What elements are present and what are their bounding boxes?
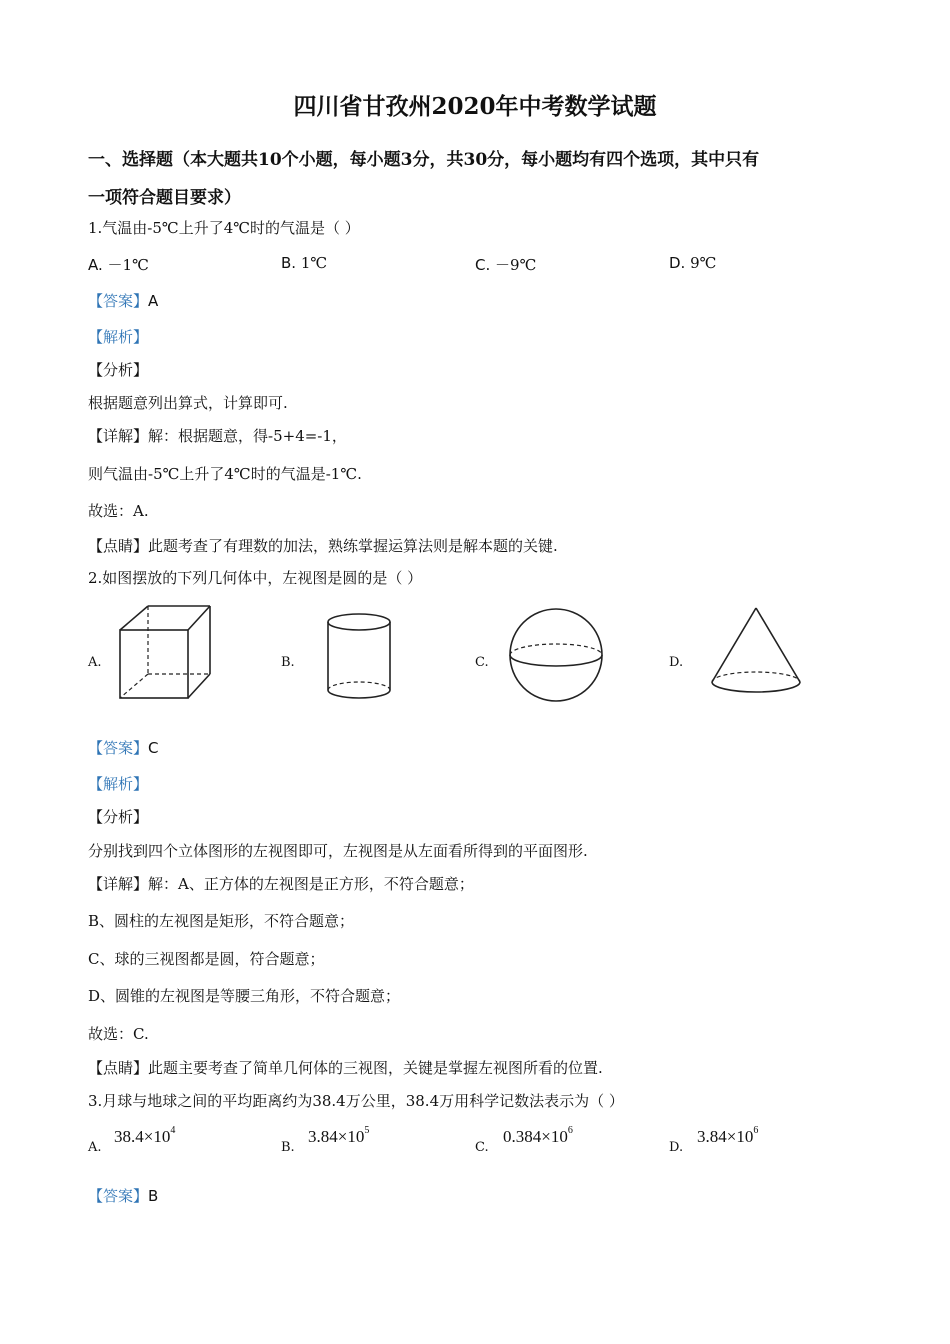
- answer-tag: 【答案】: [88, 292, 149, 310]
- q1-fenxi-text: 根据题意列出算式，计算即可.: [88, 394, 288, 412]
- q1-detail-line2: 则气温由-5℃上升了4℃时的气温是-1℃.: [88, 465, 362, 483]
- q1-option-b-text: 1℃: [300, 254, 328, 272]
- section-heading-line1: 一、选择题（本大题共10个小题，每小题3分，共30分，每小题均有四个选项，其中只有: [88, 150, 760, 170]
- cone-icon: [706, 602, 806, 698]
- q1-option-d-letter: D.: [669, 254, 686, 272]
- q3-answer-line: [88, 1185, 158, 1206]
- q2-comment-line: [88, 1057, 603, 1078]
- q2-comment-tag: 【点睛】: [88, 1059, 149, 1077]
- cube-icon: [112, 600, 216, 704]
- q1-option-d-text: 9℃: [690, 254, 717, 272]
- q3-option-b-mantissa: 3.84: [308, 1127, 338, 1146]
- q1-fenxi-tag: 【分析】: [88, 361, 149, 379]
- q2-answer: C: [148, 739, 159, 757]
- answer-tag: 【答案】: [88, 739, 149, 757]
- q3-option-c-letter: C.: [475, 1140, 489, 1155]
- q3-option-b-value: [308, 1127, 369, 1147]
- q2-comment-text: 此题主要考查了简单几何体的三视图，关键是掌握左视图所看的位置.: [148, 1059, 603, 1077]
- q3-option-d-exp: 6: [753, 1125, 759, 1137]
- q1-option-d: [669, 254, 716, 272]
- q3-option-c-value: [503, 1127, 573, 1147]
- q3-option-c-exp: 6: [567, 1125, 573, 1137]
- q3-option-d-value: [697, 1127, 758, 1147]
- q3-option-a-times: ×10: [143, 1127, 171, 1146]
- q2-figure-d-label: D.: [669, 655, 684, 670]
- q3-option-b-times: ×10: [337, 1127, 365, 1146]
- q1-option-a: [88, 254, 149, 275]
- q3-option-a-value: [114, 1127, 175, 1147]
- q2-fenxi-text: 分别找到四个立体图形的左视图即可，左视图是从左面看所得到的平面图形.: [88, 842, 588, 860]
- q2-detail-tag: 【详解】: [88, 875, 149, 893]
- q1-analysis-tag: 【解析】: [88, 328, 149, 346]
- q3-option-a-exp: 4: [170, 1125, 176, 1137]
- q3-option-d-mantissa: 3.84: [697, 1127, 727, 1146]
- q2-detail-line: [88, 873, 474, 894]
- q2-analysis-tag: 【解析】: [88, 775, 149, 793]
- q1-stem: 1.气温由-5℃上升了4℃时的气温是（ ）: [88, 219, 360, 237]
- q3-option-c-times: ×10: [541, 1127, 568, 1146]
- q1-option-c: [475, 254, 536, 275]
- q3-answer: B: [148, 1187, 159, 1205]
- q2-detail-c: C、球的三视图都是圆，符合题意；: [88, 950, 325, 968]
- q1-option-c-text: －9℃: [495, 256, 537, 274]
- q3-option-d-letter: D.: [669, 1140, 684, 1155]
- q1-option-a-letter: A.: [88, 256, 103, 274]
- q1-answer-line: [88, 290, 158, 311]
- q1-detail-line: [88, 425, 347, 446]
- q3-option-d-times: ×10: [726, 1127, 754, 1146]
- q1-option-c-letter: C.: [475, 256, 491, 274]
- q1-comment-line: [88, 535, 558, 556]
- q1-comment-tag: 【点睛】: [88, 537, 149, 555]
- q2-fenxi-tag: 【分析】: [88, 808, 149, 826]
- q2-figure-a-label: A.: [88, 655, 102, 670]
- q3-option-c-mantissa: 0.384: [503, 1127, 542, 1146]
- section-heading-line2: 一项符合题目要求）: [88, 188, 241, 208]
- q2-figure-c-label: C.: [475, 655, 489, 670]
- q1-answer: A: [148, 292, 159, 310]
- q3-option-b-letter: B.: [281, 1140, 295, 1155]
- q2-detail-text: 解：A、正方体的左视图是正方形，不符合题意；: [148, 875, 474, 893]
- q3-option-a-letter: A.: [88, 1140, 102, 1155]
- q1-comment-text: 此题考查了有理数的加法，熟练掌握运算法则是解本题的关键.: [148, 537, 558, 555]
- cylinder-icon: [322, 610, 396, 704]
- q3-stem: 3.月球与地球之间的平均距离约为38.4万公里，38.4万用科学记数法表示为（ ）: [88, 1092, 624, 1110]
- q2-detail-d: D、圆锥的左视图是等腰三角形，不符合题意；: [88, 987, 401, 1005]
- answer-tag: 【答案】: [88, 1187, 149, 1205]
- q3-option-b-exp: 5: [364, 1125, 370, 1137]
- q1-detail-tag: 【详解】: [88, 427, 149, 445]
- page-title: 四川省甘孜州2020年中考数学试题: [293, 93, 657, 120]
- q1-detail-text: 解：根据题意，得-5+4=-1，: [148, 427, 347, 445]
- q1-option-a-text: －1℃: [107, 256, 149, 274]
- q1-choose: 故选：A.: [88, 502, 149, 520]
- q1-option-b-letter: B.: [281, 254, 297, 272]
- q2-detail-b: B、圆柱的左视图是矩形，不符合题意；: [88, 912, 355, 930]
- q2-stem: 2.如图摆放的下列几何体中，左视图是圆的是（ ）: [88, 569, 423, 587]
- q2-choose: 故选：C.: [88, 1025, 149, 1043]
- q3-option-a-mantissa: 38.4: [114, 1127, 144, 1146]
- sphere-icon: [505, 605, 607, 705]
- q2-answer-line: [88, 737, 159, 758]
- q2-figure-b-label: B.: [281, 655, 295, 670]
- q1-option-b: [281, 254, 327, 272]
